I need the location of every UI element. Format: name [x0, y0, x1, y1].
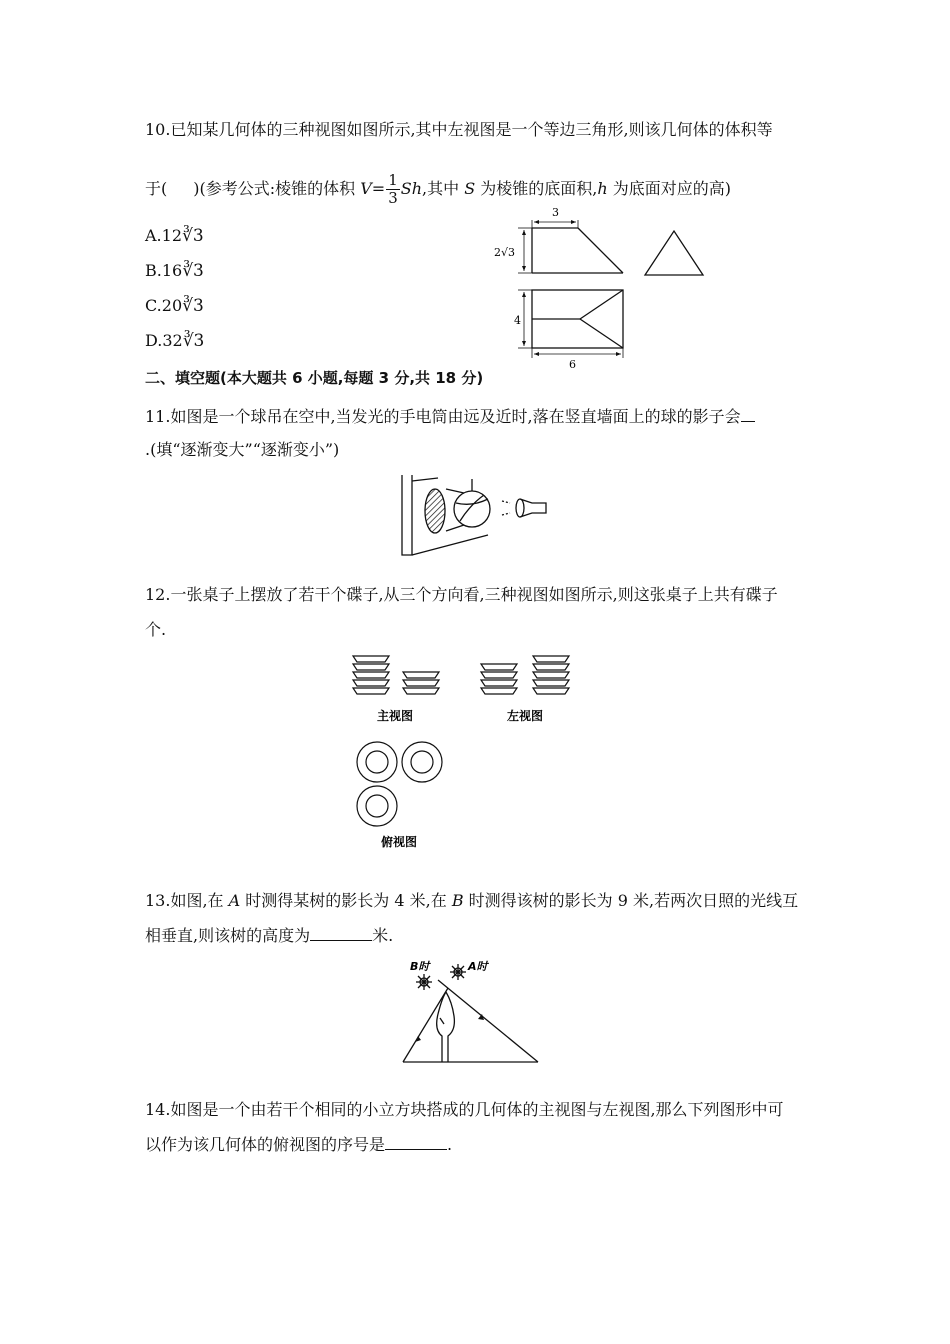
q10-option-d[interactable] [145, 331, 204, 351]
q13-text-d: 相垂直,则该树的高度为 [145, 926, 311, 945]
q10-fraction [386, 172, 400, 207]
q13-label-b: B时 [410, 960, 430, 973]
q10-text-e: 为底面对应的高) [607, 179, 731, 198]
option-label: C.20 [145, 296, 183, 315]
q13-text-b: 时测得某树的影长为 4 米,在 [240, 891, 452, 910]
q13-text-a: 13.如图,在 [145, 891, 229, 910]
q12-plates-figure [345, 652, 585, 857]
option-value: ∛3 [182, 226, 204, 246]
q12-label-front: 主视图 [377, 709, 414, 723]
q10-formula-sh: Sh [400, 179, 422, 198]
q12-label-left: 左视图 [507, 709, 544, 723]
q10-frac-num: 1 [388, 171, 398, 189]
q10-formula-v: V= [360, 179, 386, 198]
q11-ball-shadow-figure [398, 475, 558, 560]
q10-frac-den: 3 [388, 189, 398, 207]
q14-answer-blank[interactable] [385, 1135, 447, 1150]
q10-dim-top: 3 [552, 206, 559, 219]
q13-var-b: B [451, 891, 464, 910]
q12-line1: 12.一张桌子上摆放了若干个碟子,从三个方向看,三种视图如图所示,则这张桌子上共有碟子 [145, 585, 778, 604]
q11-line1 [145, 407, 755, 427]
q14-line1: 14.如图是一个由若干个相同的小立方块搭成的几何体的主视图与左视图,那么下列图形中可 [145, 1100, 784, 1119]
q12-label-top: 俯视图 [381, 835, 418, 849]
q13-tree-shadow-figure [398, 958, 543, 1066]
q10-option-c[interactable] [145, 296, 204, 316]
q14-text-a: 以作为该几何体的俯视图的序号是 [145, 1135, 386, 1154]
q11-line2: .(填“逐渐变大”“逐渐变小”) [145, 440, 340, 459]
q10-dim-height: 2√3 [494, 246, 516, 259]
option-value: ∛3 [182, 261, 204, 281]
q13-var-a: A [228, 891, 241, 910]
q10-three-view-figure [488, 200, 718, 375]
q14-text-b: . [447, 1135, 453, 1154]
option-label: A.12 [145, 226, 182, 245]
q10-line1: 10.已知某几何体的三种视图如图所示,其中左视图是一个等边三角形,则该几何体的体积等 [145, 120, 773, 139]
q12-line2: 个. [145, 620, 167, 639]
q10-text-b: )(参考公式:棱锥的体积 [193, 179, 361, 198]
option-label: B.16 [145, 261, 183, 280]
q10-text-c: ,其中 [422, 179, 465, 198]
q11-text: 11.如图是一个球吊在空中,当发光的手电筒由远及近时,落在竖直墙面上的球的影子会 [145, 407, 741, 426]
q13-line2 [145, 926, 393, 946]
option-value: ∛3 [182, 296, 204, 316]
q13-label-a: A时 [468, 960, 488, 973]
option-value: ∛3 [182, 331, 205, 351]
q13-line1 [145, 891, 798, 911]
q10-option-b[interactable] [145, 261, 204, 281]
front-stack-left [353, 656, 389, 694]
q10-dim-bottom: 6 [569, 358, 576, 371]
q10-text-a: 于( [145, 179, 168, 198]
q10-var-s: S [464, 179, 476, 198]
q10-option-a[interactable] [145, 226, 204, 246]
q10-dim-side: 4 [514, 314, 521, 327]
q10-text-d: 为棱锥的底面积, [475, 179, 598, 198]
q13-text-e: 米. [372, 926, 394, 945]
q14-line2 [145, 1135, 452, 1155]
section2-title: 二、填空题(本大题共 6 小题,每题 3 分,共 18 分) [145, 369, 484, 387]
q13-answer-blank[interactable] [310, 926, 372, 941]
q10-var-h: h [597, 179, 608, 198]
option-label: D.32 [145, 331, 183, 350]
q13-text-c: 时测得该树的影长为 9 米,若两次日照的光线互 [463, 891, 799, 910]
q11-answer-blank[interactable] [741, 407, 755, 422]
